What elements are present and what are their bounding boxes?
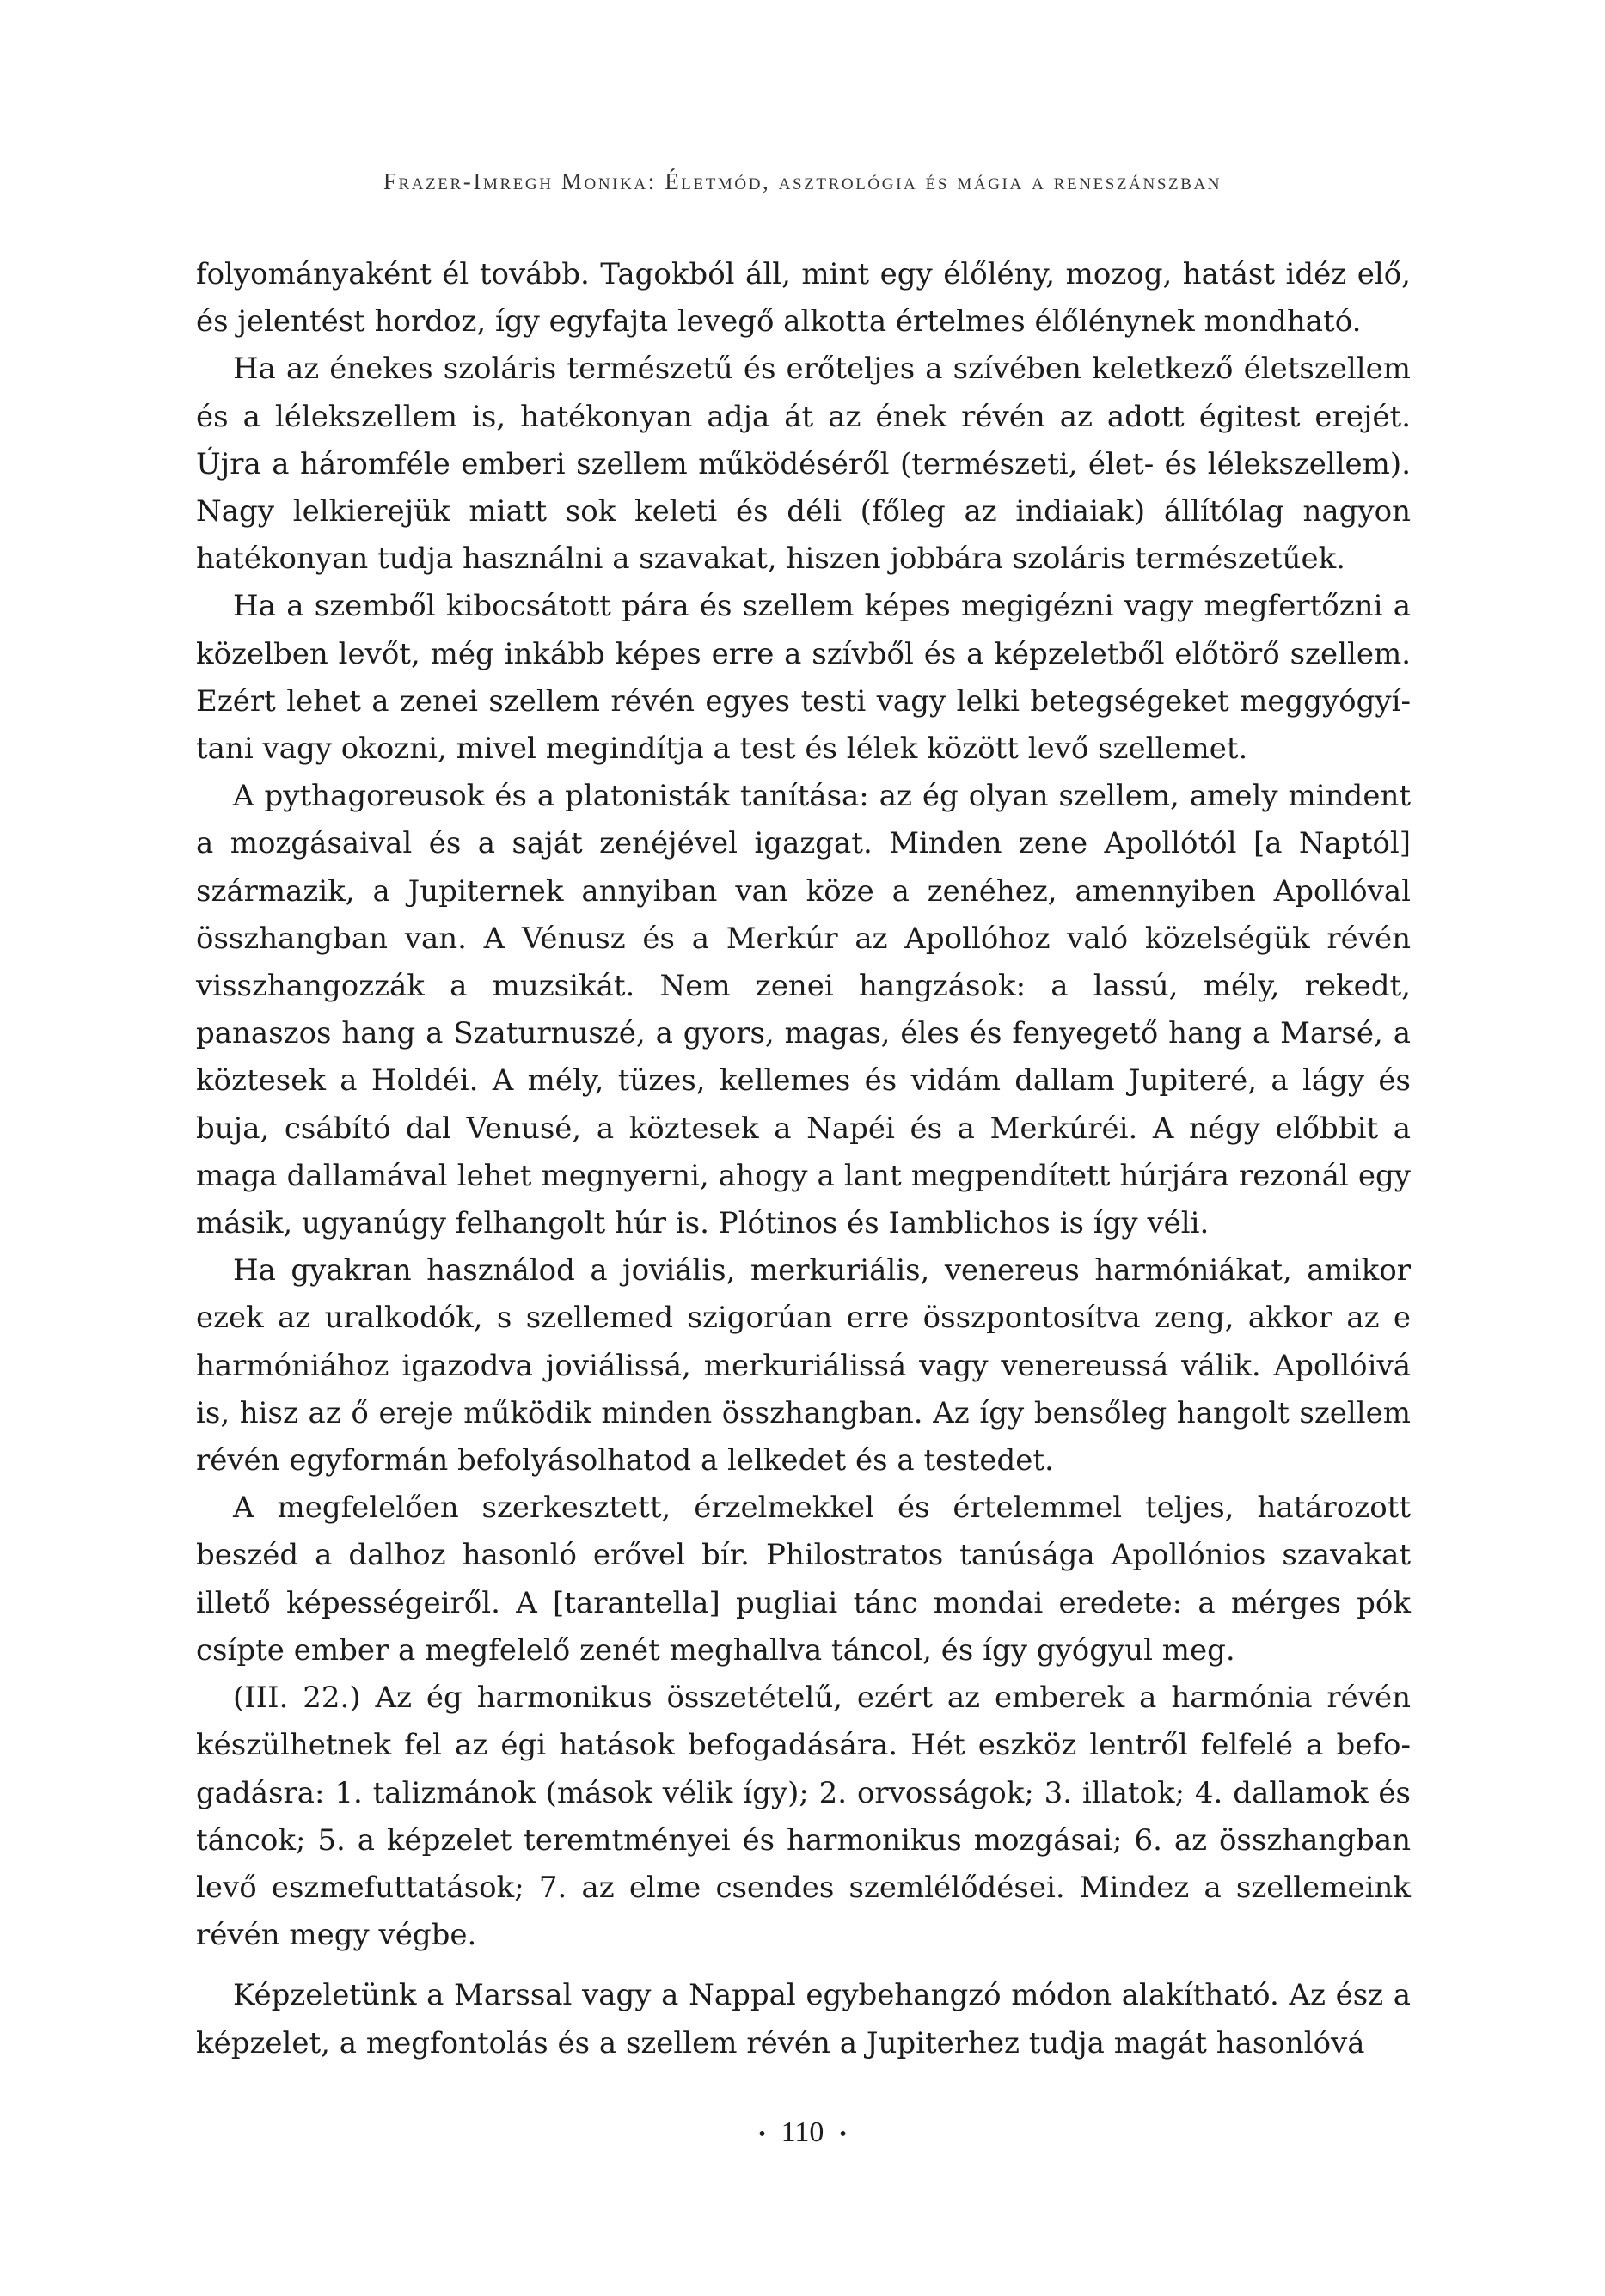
folio-bullet-right: • <box>839 2122 847 2146</box>
running-head: Frazer-Imregh Monika: Életmód, asztrológia és mágia a reneszánszban <box>383 168 1222 194</box>
page-number: 110 <box>781 2116 824 2148</box>
paragraph-8: Képzeletünk a Marssal vagy a Nappal egybehangzó módon alakítható. Az ész a képzelet, a megfontolás és a szellem révén a Jupiterhez tudja magát hasonlóvá <box>196 1978 1411 2060</box>
page-number-footer <box>0 2116 1605 2149</box>
paragraph-5: Ha gyakran használod a joviális, merkuriális, venereus harmóniákat, amikor ezek az uralkodók, s szellemed szigorúan erre összpontosítva zeng, akkor az e harmóniához igazodva joviálissá, merkuriálissá vagy venereussá válik. Apollóivá is, hisz az ő ereje működik minden összhangban. Az így bensőleg hangolt szellem révén egyformán befolyásolhatod a lelkedet és a testedet. <box>196 1253 1411 1479</box>
paragraph-6: A megfelelően szerkesztett, érzelmekkel és értelemmel teljes, határozott beszéd a dalhoz hasonló erővel bír. Philostratos tanúsága Apollónios szavakat illető képességeiről. A [tarantella] pugliai tánc mondai eredete: a mérges pók csípte ember a megfelelő zenét meghallva táncol, és így gyógyul meg. <box>196 1491 1411 1668</box>
paragraph-3: Ha a szemből kibocsátott pára és szellem képes megigézni vagy megfertőzni a közelben levőt, még inkább képes erre a szívből és a képzeletből előtörő szellem. Ezért lehet a zenei szellem révén egyes testi vagy lelki betegségeket meggyógyítani vagy okozni, mivel megindítja a test és lélek között levő szellemet. <box>196 589 1411 767</box>
folio-bullet-left: • <box>758 2122 766 2146</box>
paragraph-4: A pythagoreusok és a platonisták tanítása: az ég olyan szellem, amely mindent a mozgásaival és a saját zenéjével igazgat. Minden zene Apollótól [a Naptól] származik, a Jupiternek annyiban van köze a zenéhez, amennyiben Apollóval összhangban van. A Vénusz és a Merkúr az Apollóhoz való közelségük révén visszhangozzák a muzsikát. Nem zenei hangzások: a lassú, mély, rekedt, panaszos hang a Szaturnuszé, a gyors, magas, éles és fenyegető hang a Marsé, a köztesek a Holdéi. A mély, tüzes, kellemes és vidám dallam Jupiteré, a lágy és buja, csábító dal Venusé, a köztesek a Napéi és a Merkúréi. A négy előbbit a maga dallamával lehet megnyerni, ahogy a lant megpendített húrjára rezonál egy másik, ugyanúgy felhangolt húr is. Plótinos és Iamblichos is így véli. <box>196 779 1411 1241</box>
paragraph-7: (III. 22.) Az ég harmonikus összetételű, ezért az emberek a harmónia révén készülhetnek fel az égi hatások befogadására. Hét eszköz lentről felfelé a befogadásra: 1. talizmánok (mások vélik így); 2. orvosságok; 3. illatok; 4. dallamok és táncok; 5. a képzelet teremtményei és harmonikus mozgásai; 6. az összhangban levő eszmefuttatások; 7. az elme csendes szemlélődései. Mindez a szellemeink révén megy végbe. <box>196 1681 1411 1953</box>
paragraph-2: Ha az énekes szoláris természetű és erőteljes a szívében keletkező életszellem és a lélekszellem is, hatékonyan adja át az ének révén az adott égitest erejét. Újra a háromféle emberi szellem működéséről (természeti, élet- és lélekszellem). Nagy lelkierejük miatt sok keleti és déli (főleg az indiaiak) állítólag nagyon hatékonyan tudja használni a szavakat, hiszen jobbára szoláris természetűek. <box>196 352 1411 577</box>
paragraph-1: folyományaként él tovább. Tagokból áll, mint egy élőlény, mozog, hatást idéz elő, és jelentést hordoz, így egyfajta levegő alkotta értelmes élőlénynek mondható. <box>196 257 1411 340</box>
body-text <box>196 251 1411 2067</box>
